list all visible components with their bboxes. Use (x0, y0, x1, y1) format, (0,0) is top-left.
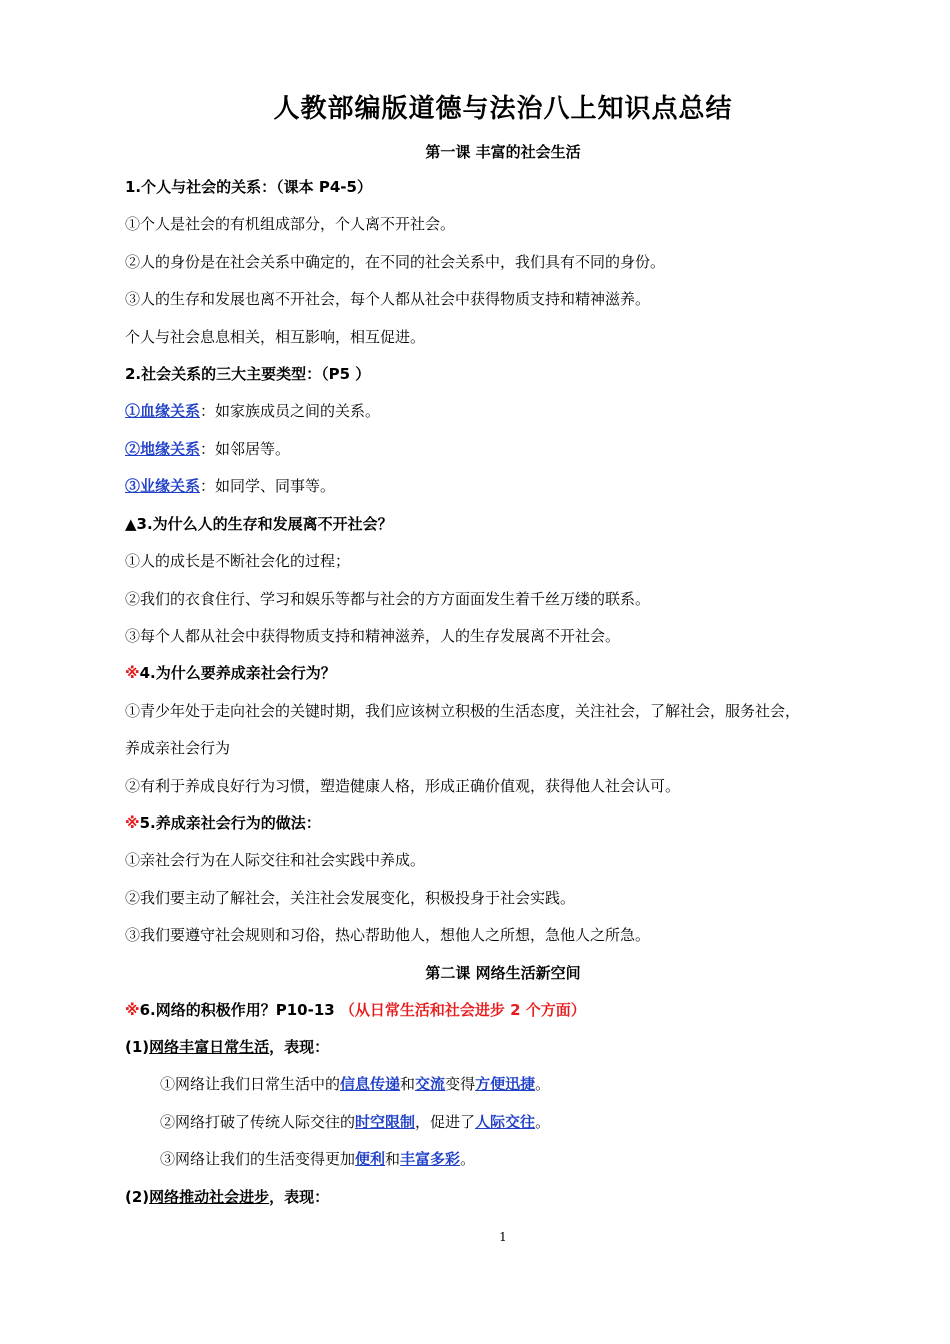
relation-text: ：如同学、同事等。 (200, 477, 336, 495)
subsection-a-point-2 (160, 1112, 550, 1132)
section-6-heading-note: （从日常生活和社会进步 2 个方面） (339, 1001, 586, 1019)
relation-text: ：如家族成员之间的关系。 (200, 402, 381, 420)
subsection-b-prefix: (2) (125, 1188, 150, 1206)
section-3-heading: ▲3.为什么人的生存和发展离不开社会？ (125, 515, 393, 533)
section-5-point-2: ②我们要主动了解社会，关注社会发展变化，积极投身于社会实践。 (125, 889, 576, 907)
relation-type-3 (125, 476, 335, 496)
section-1-point-2: ②人的身份是在社会关系中确定的，在不同的社会关系中，我们具有不同的身份。 (125, 253, 666, 271)
keyword: 方便迅捷 (475, 1075, 536, 1093)
keyword: 时空限制 (355, 1113, 416, 1131)
relation-key-occupation: ③业缘关系 (125, 477, 201, 495)
section-5-heading-text: 5.养成亲社会行为的做法： (139, 814, 321, 832)
section-1-point-1: ①个人是社会的有机组成部分，个人离不开社会。 (125, 215, 456, 233)
text-segment: 变得 (445, 1075, 476, 1093)
keyword: 人际交往 (475, 1113, 536, 1131)
lesson-1-heading: 第一课 丰富的社会生活 (425, 143, 581, 161)
text-segment: ③网络让我们的生活变得更加 (160, 1150, 356, 1168)
section-2-heading: 2.社会关系的三大主要类型：（P5 ） (125, 365, 371, 383)
section-3-point-2: ②我们的衣食住行、学习和娱乐等都与社会的方方面面发生着千丝万缕的联系。 (125, 590, 651, 608)
section-4-heading (125, 663, 336, 683)
keyword: 丰富多彩 (400, 1150, 461, 1168)
important-mark: ※ (125, 664, 140, 682)
important-mark: ※ (125, 814, 140, 832)
section-6-heading (125, 1000, 586, 1020)
section-3-point-1: ①人的成长是不断社会化的过程； (125, 552, 351, 570)
section-4-point-2: ②有利于养成良好行为习惯，塑造健康人格，形成正确价值观，获得他人社会认可。 (125, 777, 681, 795)
lesson-2-heading: 第二课 网络生活新空间 (425, 964, 581, 982)
section-4-point-1: ①青少年处于走向社会的关键时期，我们应该树立积极的生活态度，关注社会，了解社会，服务社会， (125, 702, 801, 720)
section-3-point-3: ③每个人都从社会中获得物质支持和精神滋养，人的生存发展离不开社会。 (125, 627, 621, 645)
text-segment: 和 (385, 1150, 401, 1168)
section-5-point-1: ①亲社会行为在人际交往和社会实践中养成。 (125, 851, 426, 869)
section-5-heading (125, 813, 321, 833)
subsection-b-heading (125, 1187, 329, 1207)
subsection-b-key: 网络推动社会进步 (149, 1188, 270, 1206)
keyword: 信息传递 (340, 1075, 401, 1093)
section-1-point-3: ③人的生存和发展也离不开社会，每个人都从社会中获得物质支持和精神滋养。 (125, 290, 651, 308)
section-4-heading-text: 4.为什么要养成亲社会行为？ (139, 664, 336, 682)
relation-text: ：如邻居等。 (200, 440, 291, 458)
text-segment: 。 (535, 1075, 551, 1093)
subsection-a-key: 网络丰富日常生活 (149, 1038, 270, 1056)
text-segment: ，促进了 (415, 1113, 476, 1131)
text-segment: 。 (460, 1150, 476, 1168)
subsection-a-point-1 (160, 1074, 550, 1094)
relation-key-location: ②地缘关系 (125, 440, 201, 458)
important-mark: ※ (125, 1001, 140, 1019)
section-5-point-3: ③我们要遵守社会规则和习俗，热心帮助他人，想他人之所想，急他人之所急。 (125, 926, 651, 944)
subsection-b-suffix: ，表现： (269, 1188, 330, 1206)
section-1-heading: 1.个人与社会的关系：（课本 P4-5） (125, 178, 372, 196)
keyword: 交流 (415, 1075, 446, 1093)
document-title: 人教部编版道德与法治八上知识点总结 (273, 94, 733, 124)
subsection-a-point-3 (160, 1149, 475, 1169)
keyword: 便利 (355, 1150, 386, 1168)
relation-type-2 (125, 439, 290, 459)
section-1-summary: 个人与社会息息相关，相互影响，相互促进。 (125, 328, 426, 346)
subsection-a-suffix: ，表现： (269, 1038, 330, 1056)
relation-type-1 (125, 401, 380, 421)
section-4-point-1-continued: 养成亲社会行为 (125, 739, 231, 757)
page-number: 1 (499, 1230, 507, 1244)
relation-key-blood: ①血缘关系 (125, 402, 201, 420)
text-segment: 。 (535, 1113, 551, 1131)
text-segment: ①网络让我们日常生活中的 (160, 1075, 341, 1093)
text-segment: ②网络打破了传统人际交往的 (160, 1113, 356, 1131)
text-segment: 和 (400, 1075, 416, 1093)
section-6-heading-text: 6.网络的积极作用？P10-13 (139, 1001, 340, 1019)
subsection-a-prefix: (1) (125, 1038, 150, 1056)
subsection-a-heading (125, 1037, 329, 1057)
